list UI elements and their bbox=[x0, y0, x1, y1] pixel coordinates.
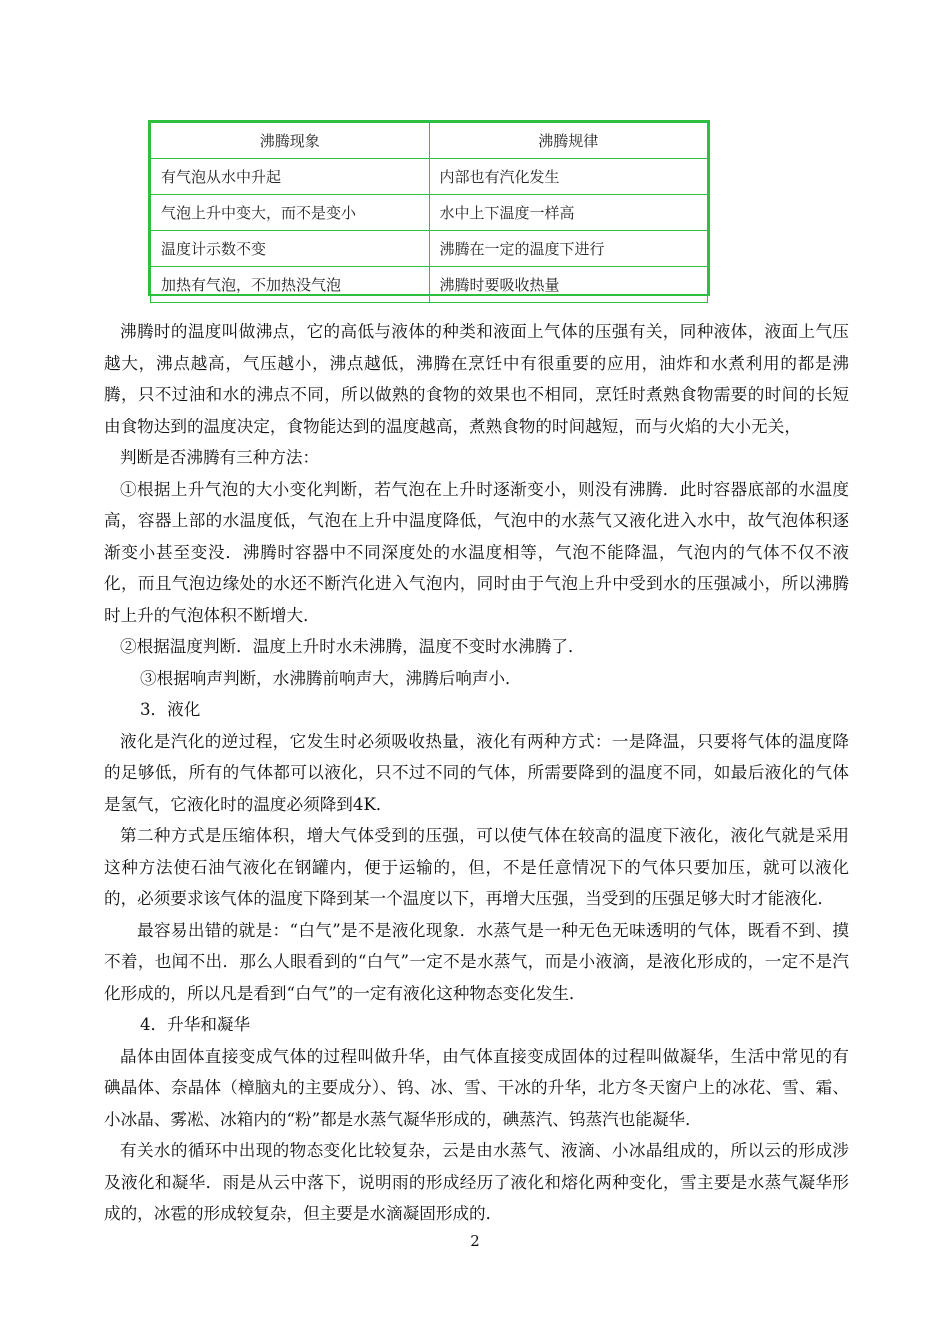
table-cell: 内部也有汽化发生 bbox=[429, 159, 708, 195]
paragraph-liquefaction-2: 第二种方式是压缩体积，增大气体受到的压强，可以使气体在较高的温度下液化，液化气就是采用这种方法使石油气液化在钢罐内，便于运输的，但，不是任意情况下的气体只要加压，就可以液化的，必须要求该气体的温度下降到某一个温度以下，再增大压强，当受到的压强足够大时才能液化． bbox=[104, 826, 849, 908]
section-heading-liquefaction: 3．液化 bbox=[140, 700, 201, 719]
table-row bbox=[151, 267, 708, 303]
table-row bbox=[151, 231, 708, 267]
paragraph-method-3: ③根据响声判断，水沸腾前响声大，沸腾后响声小． bbox=[140, 668, 522, 688]
paragraph-method-1: ①根据上升气泡的大小变化判断，若气泡在上升时逐渐变小，则没有沸腾．此时容器底部的水温度高，容器上部的水温度低，气泡在上升中温度降低，气泡中的水蒸气又液化进入水中，故气泡体积逐渐变小甚至变没．沸腾时容器中不同深度处的水温度相等，气泡不能降温，气泡内的气体不仅不液化，而且气泡边缘处的水还不断汽化进入气泡内，同时由于气泡上升中受到水的压强减小，所以沸腾时上升的气泡体积不断增大． bbox=[104, 479, 849, 625]
table-header-row bbox=[151, 123, 708, 159]
table-cell: 温度计示数不变 bbox=[151, 231, 430, 267]
boiling-table bbox=[148, 120, 710, 296]
table-header-cell: 沸腾现象 bbox=[151, 123, 430, 159]
table-header-cell: 沸腾规律 bbox=[429, 123, 708, 159]
table-cell: 水中上下温度一样高 bbox=[429, 195, 708, 231]
table-cell: 气泡上升中变大，而不是变小 bbox=[151, 195, 430, 231]
section-heading-sublimation: 4．升华和凝华 bbox=[140, 1015, 251, 1034]
page-number: 2 bbox=[470, 1232, 480, 1250]
paragraph-three-methods: 判断是否沸腾有三种方法： bbox=[120, 448, 320, 467]
table-cell: 沸腾在一定的温度下进行 bbox=[429, 231, 708, 267]
table-cell: 加热有气泡，不加热没气泡 bbox=[151, 267, 430, 303]
paragraph-liquefaction-1: 液化是汽化的逆过程，它发生时必须吸收热量，液化有两种方式：一是降温，只要将气体的温度降的足够低，所有的气体都可以液化，只不过不同的气体，所需要降到的温度不同，如最后液化的气体是氢气，它液化时的温度必须降到4K． bbox=[104, 731, 849, 814]
table-cell: 沸腾时要吸收热量 bbox=[429, 267, 708, 303]
boiling-table-grid bbox=[150, 122, 708, 303]
paragraph-boiling-point: 沸腾时的温度叫做沸点，它的高低与液体的种类和液面上气体的压强有关，同种液体，液面上气压越大，沸点越高，气压越小，沸点越低，沸腾在烹饪中有很重要的应用，油炸和水煮利用的都是沸腾，只不过油和水的沸点不同，所以做熟的食物的效果也不相同，烹饪时煮熟食物需要的时间的长短由食物达到的温度决定，食物能达到的温度越高，煮熟食物的时间越短，而与火焰的大小无关， bbox=[104, 322, 849, 436]
body-text bbox=[104, 316, 849, 1230]
paragraph-white-gas: 最容易出错的就是：“白气”是不是液化现象．水蒸气是一种无色无味透明的气体，既看不到、摸不着，也闻不出．那么人眼看到的“白气”一定不是水蒸气，而是小液滴，是液化形成的，一定不是汽化形成的，所以凡是看到“白气”的一定有液化这种物态变化发生． bbox=[104, 920, 849, 1003]
table-row bbox=[151, 159, 708, 195]
paragraph-method-2: ②根据温度判断．温度上升时水未沸腾，温度不变时水沸腾了． bbox=[120, 637, 585, 656]
table-cell: 有气泡从水中升起 bbox=[151, 159, 430, 195]
table-row bbox=[151, 195, 708, 231]
paragraph-water-cycle: 有关水的循环中出现的物态变化比较复杂，云是由水蒸气、液滴、小冰晶组成的，所以云的形成涉及液化和凝华．雨是从云中落下，说明雨的形成经历了液化和熔化两种变化，雪主要是水蒸气凝华形成的，冰雹的形成较复杂，但主要是水滴凝固形成的． bbox=[104, 1141, 849, 1223]
paragraph-sublimation: 晶体由固体直接变成气体的过程叫做升华，由气体直接变成固体的过程叫做凝华，生活中常见的有碘晶体、奈晶体（樟脑丸的主要成分）、钨、冰、雪、干冰的升华，北方冬天窗户上的冰花、雪、霜、小冰晶、雾凇、冰箱内的“粉”都是水蒸气凝华形成的，碘蒸汽、钨蒸汽也能凝华． bbox=[104, 1046, 849, 1129]
